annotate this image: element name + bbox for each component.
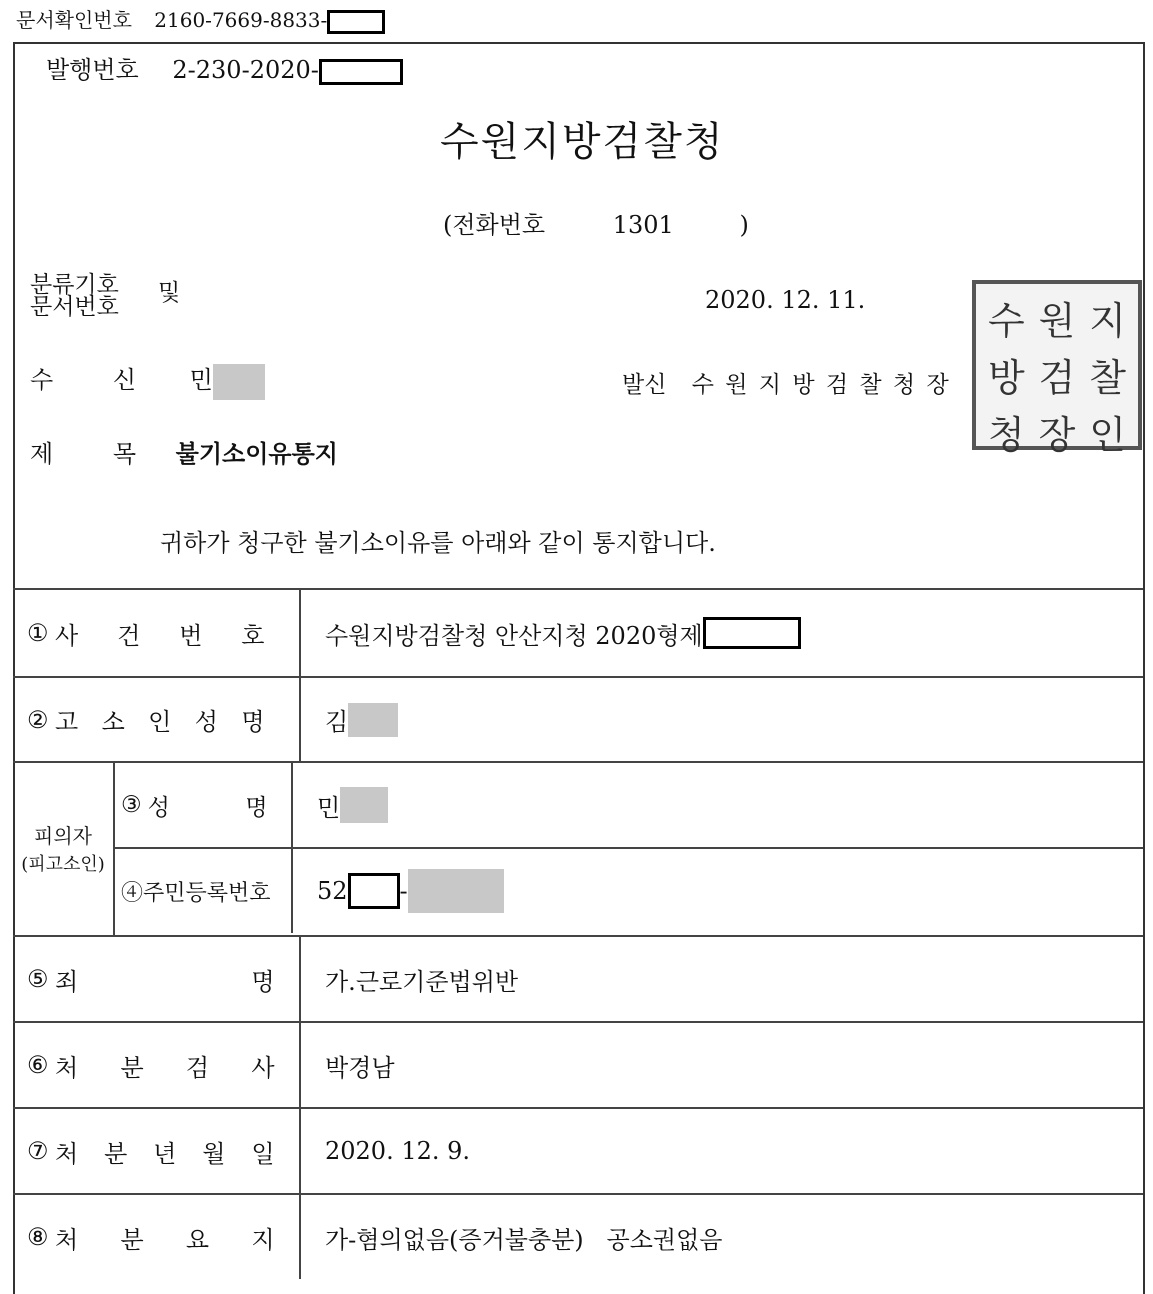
classification-label	[30, 274, 119, 318]
suspect-id-label: ④주민등록번호	[115, 849, 293, 933]
row-disposition-date	[13, 1109, 1143, 1195]
doc-confirm-number: 2160-7669-8833-	[154, 8, 328, 32]
suspect-group-label: 피의자 (피고소인)	[13, 763, 115, 935]
sender-line	[622, 366, 951, 399]
seal-char: 방	[987, 356, 1025, 400]
row-complainant	[13, 678, 1143, 763]
sender-name: 수 원 지 방 검 찰 청 장	[691, 372, 951, 398]
phone-line	[443, 205, 749, 240]
row-disposition-summary	[13, 1195, 1143, 1279]
redaction-box	[348, 873, 400, 909]
subject-label-1: 제	[30, 440, 54, 468]
prosecutor-label: ⑥ 처 분 검 사	[13, 1023, 301, 1107]
phone-label: (전화번호	[443, 211, 546, 239]
redaction-box	[327, 10, 385, 34]
doc-confirm-line	[16, 4, 385, 34]
redaction-gray	[340, 787, 388, 823]
seal-char: 검	[1038, 356, 1076, 400]
complainant-value: 김	[301, 678, 1143, 761]
crime-value: 가.근로기준법위반	[325, 967, 519, 996]
disposition-summary-value: 가-혐의없음(증거불충분) 공소권없음	[325, 1225, 723, 1254]
classification-label-line1: 분류기호	[30, 272, 119, 298]
seal-char: 지	[1089, 299, 1127, 343]
redaction-box	[319, 59, 403, 85]
row-suspect	[13, 763, 1143, 937]
recipient-label-1: 수	[30, 366, 54, 394]
case-number-label: ① 사 건 번 호	[13, 590, 301, 676]
issue-number-line	[46, 50, 403, 85]
issue-number-value: 2-230-2020-	[172, 56, 319, 84]
seal-char: 찰	[1089, 356, 1127, 400]
intro-sentence: 귀하가 청구한 불기소이유를 아래와 같이 통지합니다.	[160, 529, 716, 557]
row-prosecutor	[13, 1023, 1143, 1109]
seal-char: 수	[987, 299, 1025, 343]
row-suspect-id	[115, 847, 1143, 933]
doc-confirm-label: 문서확인번호	[16, 8, 132, 32]
seal-char: 원	[1038, 299, 1076, 343]
disposition-summary-label: ⑧ 처 분 요 지	[13, 1195, 301, 1279]
recipient-label-2: 신	[112, 366, 137, 394]
redaction-gray	[408, 869, 504, 913]
crime-label: ⑤ 죄 명	[13, 937, 301, 1021]
phone-number: 1301	[612, 211, 674, 239]
row-case-number	[13, 590, 1143, 678]
office-title: 수원지방검찰청	[440, 119, 725, 165]
subject-text: 불기소이유통지	[175, 439, 338, 468]
document-date: 2020. 12. 11.	[705, 286, 866, 314]
case-info-table	[13, 588, 1143, 1279]
classification-and: 및	[158, 280, 181, 306]
recipient-name: 민	[189, 366, 213, 394]
recipient-line	[30, 360, 265, 400]
suspect-name-label: ③ 성 명	[115, 763, 293, 847]
redaction-box	[703, 617, 801, 649]
sender-label: 발신	[622, 372, 667, 398]
prosecutor-value: 박경남	[325, 1053, 395, 1082]
disposition-date-value: 2020. 12. 9.	[325, 1137, 471, 1165]
subject-label-2: 목	[112, 440, 137, 468]
suspect-name-value: 민	[293, 763, 1143, 847]
subject-line	[30, 434, 338, 469]
disposition-date-label: ⑦ 처 분 년 월 일	[13, 1109, 301, 1193]
issue-number-label: 발행번호	[46, 56, 139, 84]
classification-label-line2: 문서번호	[30, 294, 119, 320]
row-suspect-name	[115, 763, 1143, 847]
row-crime	[13, 937, 1143, 1023]
official-seal	[972, 280, 1142, 457]
redaction-gray	[348, 703, 398, 737]
seal-char: 청	[987, 413, 1025, 457]
phone-close: )	[739, 211, 749, 239]
complainant-label: ② 고 소 인 성 명	[13, 678, 301, 761]
suspect-id-value: 52 -	[293, 849, 1143, 933]
redaction-gray	[213, 364, 265, 400]
seal-char: 장	[1038, 413, 1076, 457]
seal-char: 인	[1089, 413, 1127, 457]
case-number-value: 수원지방검찰청 안산지청 2020형제	[301, 590, 1143, 676]
